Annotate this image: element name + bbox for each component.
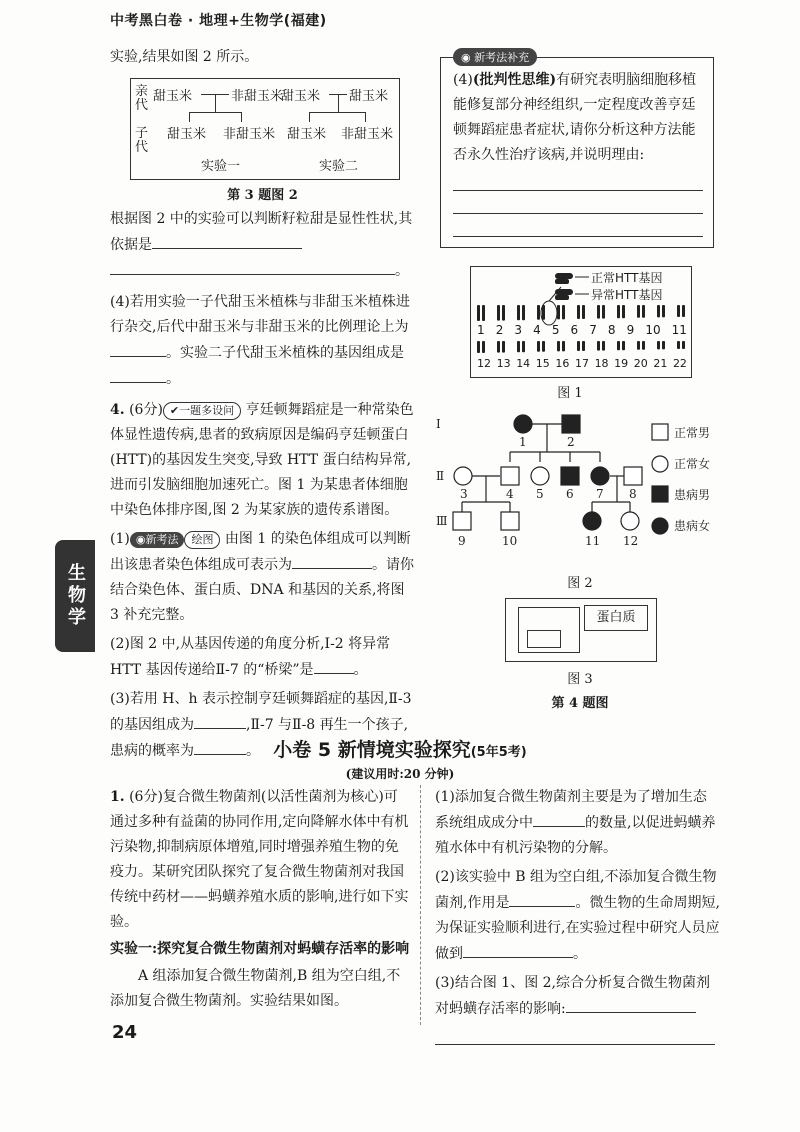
chromosome	[582, 341, 585, 351]
figure1-caption: 图 1	[557, 386, 583, 401]
q1-2-text: (2)该实验中 B 组为空白组,不添加复合微生物菌剂,作用是	[435, 869, 717, 911]
id: 10	[502, 534, 518, 548]
chromosome	[517, 341, 520, 352]
chromosome-number: 5	[551, 323, 560, 337]
subject-side-tab: 生物学	[55, 540, 95, 652]
chromosome-number: 17	[574, 357, 589, 370]
subq-num: (1)	[110, 531, 130, 547]
chromosome	[617, 305, 620, 318]
normal-htt-label: 正常HTT基因	[591, 271, 663, 285]
chromosome	[557, 305, 560, 319]
chromosome-number: 1	[477, 323, 485, 337]
id: 1	[519, 435, 527, 449]
answer-blank[interactable]	[110, 340, 166, 357]
q1-3-text: (3)结合图 1、图 2,综合分析复合微生物菌剂对蚂蟥存活率的影响:	[435, 975, 710, 1017]
supplement-label	[453, 48, 537, 66]
gen-III: Ⅲ	[436, 514, 448, 528]
cross-experiment-figure	[130, 78, 400, 180]
id: 7	[596, 487, 604, 501]
legend-label: 患病男	[674, 488, 711, 502]
id: 4	[506, 487, 514, 501]
chromosome-number: 2	[495, 323, 504, 337]
chromosome	[497, 341, 500, 353]
q3-4-text: (4)若用实验一子代甜玉米植株与非甜玉米植株进行杂交,后代中甜玉米与非甜玉米的比例理论上为	[110, 294, 410, 335]
chromosome-number: 4	[533, 323, 541, 337]
chromosome-number: 18	[594, 357, 609, 370]
q1-1-text: (1)添加复合微生物菌剂主要是为了增加生态系统组成成分中	[435, 789, 707, 831]
chromosome-number: 10	[645, 323, 661, 337]
punctuation: 。	[395, 263, 409, 279]
exp2-label: 实验二	[319, 159, 359, 174]
section-title	[0, 735, 800, 762]
pedigree-III9	[453, 512, 471, 530]
answer-line[interactable]	[435, 1022, 715, 1045]
chromosome	[682, 341, 685, 349]
punctuation: 。	[353, 662, 368, 678]
chromosome	[577, 341, 580, 351]
exp1-parent1: 甜玉米	[153, 89, 193, 104]
chromosome	[497, 305, 500, 321]
q3-4-text-b: 。实验二子代甜玉米植株的基因组成是	[166, 345, 404, 361]
suggested-time: (建议用时:20 分钟)	[345, 767, 455, 781]
id: 2	[567, 435, 575, 449]
experiment1-text: A 组添加复合微生物菌剂,B 组为空白组,不添加复合微生物菌剂。实验结果如图。	[110, 968, 401, 1009]
id: 5	[536, 487, 544, 501]
chromosome	[537, 305, 540, 320]
legend-label: 患病女	[674, 519, 711, 533]
page-number: 24	[112, 1022, 138, 1043]
answer-line[interactable]	[453, 168, 703, 191]
chromosome	[582, 305, 585, 319]
legend-normal-male-icon	[652, 424, 668, 440]
chromosome	[617, 341, 620, 350]
q4-3-text-b: ,Ⅱ-7 与Ⅱ-8 再生一个孩子,患病的概率为	[110, 717, 409, 759]
chromosome	[477, 305, 480, 321]
chromosome	[637, 305, 640, 318]
chromosome-number: 15	[535, 357, 550, 370]
intro-text: 实验,结果如图 2 所示。	[110, 49, 259, 65]
chromosome-number: 9	[626, 323, 635, 337]
chromosome-number: 13	[496, 357, 511, 370]
answer-blank[interactable]	[292, 552, 372, 569]
answer-line[interactable]	[453, 191, 703, 214]
chromosome	[682, 305, 685, 317]
chromosome-number: 8	[607, 323, 616, 337]
pedigree-II5	[531, 467, 549, 485]
answer-blank[interactable]	[314, 657, 354, 674]
exp2-parent1: 甜玉米	[281, 89, 321, 104]
figure2-caption: 图 2	[567, 576, 593, 591]
chromosome-number: 3	[514, 323, 523, 337]
tag-label: 新考法	[145, 533, 179, 546]
gen-II: Ⅱ	[436, 469, 445, 483]
chromosome	[557, 341, 560, 351]
chromosome	[642, 341, 645, 350]
figure3-inner-box	[527, 630, 561, 648]
legend-affected-male-icon	[652, 486, 668, 502]
answer-line[interactable]	[453, 214, 703, 237]
gen-I: Ⅰ	[436, 417, 441, 431]
chromosome	[662, 305, 665, 317]
legend-label: 正常女	[674, 457, 711, 471]
q4-stem: 亨廷顿舞蹈症是一种常染色体显性遗传病,患者的致病原因是编码亨廷顿蛋白(HTT)的基因发生突变,导致 HTT 蛋白结构异常,进而引发脑细胞加速死亡。图 1 为某患者体细胞中染色体排序图,图 2 为某家族的遗传系谱图。	[110, 402, 414, 518]
figure-caption-q3: 第 3 题图 2	[227, 188, 298, 203]
parent-generation-label: 亲代	[135, 84, 149, 113]
subq-num: (4)	[453, 72, 473, 88]
pedigree-II8	[624, 467, 642, 485]
pedigree-II7	[591, 467, 609, 485]
column-divider	[420, 785, 421, 1025]
punctuation: 。	[166, 371, 180, 387]
id: 3	[460, 487, 468, 501]
chromosome	[542, 305, 545, 320]
exp2-parent2: 甜玉米	[349, 89, 389, 104]
chromosome-number: 11	[671, 323, 687, 337]
punctuation: 。	[246, 743, 260, 759]
chromosome-number: 19	[614, 357, 629, 370]
id: 9	[458, 534, 466, 548]
chromosome	[677, 305, 680, 317]
q1-stem: (6分)复合微生物菌剂(以活性菌剂为核心)可通过多种有益菌的协同作用,定向降解水体中有机污染物,抑制病原体增殖,同时增强养殖生物的免疫力。某研究团队探究了复合微生物菌剂对我国传统中药材——蚂蟥养殖水质的影响,进行如下实验。	[110, 789, 409, 930]
q1-1-text-b: 的数量,以促进蚂蟥养殖水体中有机污染物的分解。	[435, 815, 716, 856]
exp1-child2: 非甜玉米	[223, 127, 276, 142]
chromosome	[522, 341, 525, 352]
legend-normal-female-icon	[652, 456, 668, 472]
chromosome	[502, 341, 505, 353]
pedigree-III10	[501, 512, 519, 530]
exp1-child1: 甜玉米	[167, 127, 207, 142]
q4-1-text: 由图 1 的染色体组成可以判断出该患者染色体组成可表示为	[110, 531, 411, 573]
question-score: (6分)	[129, 402, 163, 418]
id: 6	[566, 487, 574, 501]
chromosome	[602, 305, 605, 319]
figure3-outer-box	[518, 607, 580, 653]
pedigree-III11	[583, 512, 601, 530]
q4-2-text: (2)图 2 中,从基因传递的角度分析,Ⅰ-2 将异常 HTT 基因传递给Ⅱ-7 的“桥梁”是	[110, 636, 391, 678]
chromosome-numbers-row1	[477, 323, 687, 337]
pedigree-II4	[501, 467, 519, 485]
q1-left-column	[110, 785, 410, 1014]
chromosome-number: 12	[477, 357, 491, 370]
exp2-child2: 非甜玉米	[341, 127, 394, 142]
answer-blank[interactable]	[509, 890, 575, 907]
id: 12	[623, 534, 639, 548]
chromosome	[597, 305, 600, 319]
critical-thinking-label: (批判性思维)	[472, 72, 557, 88]
id: 11	[585, 534, 601, 548]
chromosome	[597, 341, 600, 351]
right-column	[440, 45, 720, 405]
pedigree-I1	[514, 415, 532, 433]
chromosome-number: 22	[672, 357, 687, 370]
answer-blank[interactable]	[463, 941, 573, 958]
q4-1-text-b: 。请你结合染色体、蛋白质、DNA 和基因的关系,将图 3 补充完整。	[110, 557, 414, 623]
chromosome	[662, 341, 665, 349]
section-title-text: 小卷 5 新情境实验探究	[273, 739, 471, 761]
question-number: 1.	[110, 789, 125, 805]
legend-affected-female-icon	[652, 518, 668, 534]
chromosome	[602, 341, 605, 351]
figure3-diagram	[505, 598, 657, 662]
chromosome-number: 6	[570, 323, 579, 337]
legend-label: 正常男	[674, 426, 711, 440]
id: 8	[629, 487, 637, 501]
chromosome-number: 20	[633, 357, 648, 370]
q3-text: 根据图 2 中的实验可以判断籽粒甜是显性性状,其依据是	[110, 211, 413, 253]
page-header: 中考黑白卷 · 地理+生物学(福建)	[110, 13, 327, 29]
pedigree-chart	[430, 398, 730, 568]
multi-question-tag	[163, 402, 241, 420]
section-frequency: (5年5考)	[470, 745, 527, 760]
answer-blank[interactable]	[110, 366, 166, 383]
answer-blank[interactable]	[566, 996, 696, 1013]
chromosome	[677, 341, 680, 349]
q4-figure-caption: 第 4 题图	[551, 696, 609, 711]
answer-blank[interactable]	[533, 810, 585, 827]
punctuation: 。	[573, 946, 587, 962]
chromosome	[482, 305, 485, 321]
chromosome	[537, 341, 540, 352]
experiment1-title: 实验一:探究复合微生物菌剂对蚂蟥存活率的影响	[110, 941, 410, 957]
chromosome	[522, 305, 525, 320]
chromosome	[657, 305, 660, 317]
pedigree-III12	[621, 512, 639, 530]
chromosome-numbers-row2	[477, 357, 687, 370]
figure3-caption: 图 3	[567, 672, 593, 687]
protein-box: 蛋白质	[584, 605, 648, 631]
chromosome	[517, 305, 520, 320]
chromosome-number: 16	[555, 357, 570, 370]
label-text: 新考法补充	[474, 51, 530, 64]
chromosome-number: 14	[516, 357, 531, 370]
check-icon: ✔	[169, 404, 180, 417]
chromosome	[562, 305, 565, 319]
q1-right-column	[435, 785, 720, 1045]
bulb-icon: ◉	[461, 51, 475, 64]
karyotype-figure	[470, 266, 692, 378]
exp2-child1: 甜玉米	[287, 127, 327, 142]
chromosome	[562, 341, 565, 351]
chromosome	[482, 341, 485, 353]
answer-blank[interactable]	[152, 232, 302, 249]
pedigree-II6	[561, 467, 579, 485]
chromosome	[502, 305, 505, 321]
chromosome	[657, 341, 660, 349]
abnormal-htt-label: 异常HTT基因	[591, 288, 663, 302]
drawing-tag: 绘图	[184, 531, 220, 549]
chromosome-number: 21	[653, 357, 668, 370]
question-number: 4.	[110, 402, 125, 418]
chromosome	[577, 305, 580, 319]
answer-blank[interactable]	[110, 258, 395, 275]
chromosome	[642, 305, 645, 318]
new-method-tag	[130, 532, 185, 548]
chromosome	[637, 341, 640, 350]
q1-2-text-b: 。微生物的生命周期短,为保证实验顺利进行,在实验过程中研究人员应做到	[435, 895, 720, 962]
chromosome-number: 7	[589, 323, 597, 337]
chromosome	[477, 341, 480, 353]
pedigree-II3	[454, 467, 472, 485]
child-generation-label: 子代	[135, 126, 149, 155]
q4-3-text: (3)若用 H、h 表示控制亨廷顿舞蹈症的基因,Ⅱ-3 的基因组成为	[110, 691, 412, 733]
chromosome	[542, 341, 545, 352]
new-method-supplement-box	[440, 51, 714, 248]
bulb-icon: ◉	[135, 533, 146, 546]
tag-label: 一题多设问	[179, 404, 235, 417]
left-column	[110, 45, 415, 764]
exp1-label: 实验一	[201, 159, 241, 174]
answer-blank[interactable]	[194, 712, 246, 729]
chromosome	[622, 341, 625, 350]
pedigree-I2	[562, 415, 580, 433]
chromosome	[622, 305, 625, 318]
q4-4-text: 有研究表明脑细胞移植能修复部分神经组织,一定程度改善亨廷顿舞蹈症患者症状,请你分析这种方法能否永久性治疗该病,并说明理由:	[453, 72, 697, 163]
exp1-parent2: 非甜玉米	[231, 89, 284, 104]
